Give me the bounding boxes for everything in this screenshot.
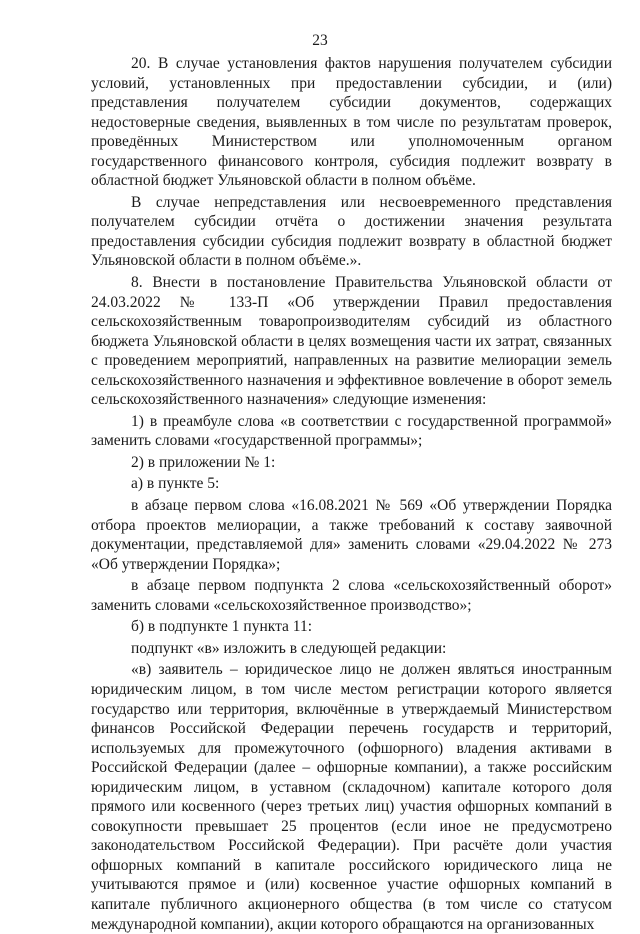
paragraph-subpoint-2: в абзаце первом подпункта 2 слова «сельскохозяйственный оборот» заменить словами «сельскохозяйственное производство»; <box>91 577 612 614</box>
page-number: 23 <box>312 32 328 49</box>
paragraph-first-indent: в абзаце первом слова «16.08.2021 № 569 «Об утверждении Порядка отбора проектов мелиорации, а также требований к составу заявочной документации, представляемой для» заменить словами «29.04.2022 № 273 «Об утверждении Порядка»; <box>91 497 612 573</box>
paragraph-point-5: а) в пункте 5: <box>131 475 220 493</box>
paragraph-appendix-1: 2) в приложении № 1: <box>131 453 276 471</box>
paragraph-subpoint-1-point-11: б) в подпункте 1 пункта 11: <box>131 618 313 636</box>
paragraph-preamble: 1) в преамбуле слова «в соответствии с государственной программой» заменить словами «государственной программы»; <box>91 412 612 450</box>
paragraph-report-return: В случае непредставления или несвоевременного представления получателем субсидии отчёта о достижении значения результата предоставления субсидии субсидия подлежит возврату в областной бюджет Ульяновской области в полном объёме.». <box>91 193 612 270</box>
paragraph-subpoint-v: «в) заявитель – юридическое лицо не должен являться иностранным юридическим лицом, в том числе местом регистрации которого является государство или территория, включённые в утверждаемый Министерством финансов Российской Федерации перечень государств и территорий, используемых для промежуточного (офшорного) владения активами в Российской Федерации (далее – офшорные компании), а также российским юридическим лицом, в уставном (складочном) капитале которого доля прямого или косвенного (через третьих лиц) участия офшорных компаний в совокупности превышает 25 процентов (если иное не предусмотрено законодательством Российской Федерации). При расчёте доли участия офшорных компаний в капитале российского юридического лица не учитываются прямое и (или) косвенное участие офшорных компаний в капитале публичного акционерного общества (в том числе со статусом международной компании), акции которого обращаются на организованных <box>91 661 612 933</box>
paragraph-8-amendments: 8. Внести в постановление Правительства Ульяновской области от 24.03.2022 № 133-П «Об утверждении Правил предоставления сельскохозяйственным товаропроизводителям субсидий из областного бюджета Ульяновской области в целях возмещения части их затрат, связанных с проведением мероприятий, направленных на развитие мелиорации земель сельскохозяйственного назначения и эффективное вовлечение в оборот земель сельскохозяйственного назначения» следующие изменения: <box>91 274 612 409</box>
paragraph-new-edition: подпункт «в» изложить в следующей редакции: <box>131 639 447 657</box>
paragraph-20: 20. В случае установления фактов нарушения получателем субсидии условий, установленных при предоставлении субсидии, и (или) представления получателем субсидии документов, содержащих недостоверные сведения, выявленных в том числе по результатам проверок, проведённых Министерством или уполномоченным органом государственного финансового контроля, субсидия подлежит возврату в областной бюджет Ульяновской области в полном объёме. <box>91 55 612 190</box>
document-body <box>91 54 612 934</box>
